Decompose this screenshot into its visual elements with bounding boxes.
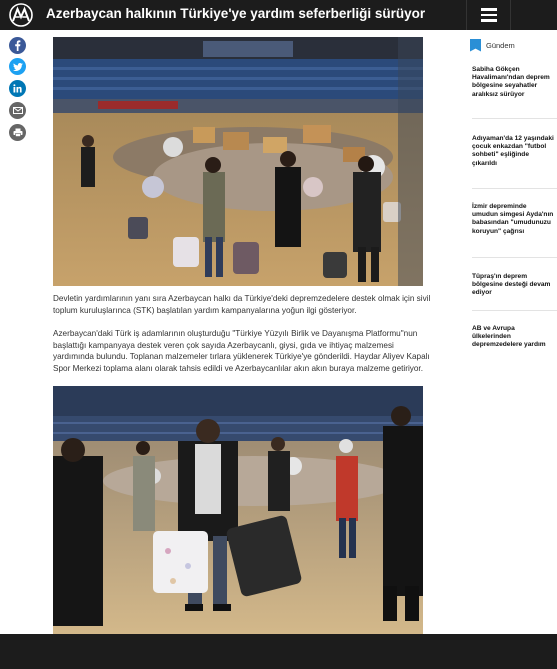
hamburger-menu-icon[interactable]: [466, 0, 510, 30]
bottom-bar: [0, 634, 557, 669]
divider: [472, 310, 557, 311]
sidebar-news-item[interactable]: İzmir depreminde umudun simgesi Ayda'nın babasından "umudunuzu koruyun" çağrısı: [472, 203, 554, 235]
divider: [472, 188, 557, 189]
linkedin-icon[interactable]: [9, 80, 26, 97]
article-photo-donation-hall: [53, 37, 423, 286]
bookmark-flag-icon: [470, 39, 481, 52]
top-navigation-bar: [0, 0, 557, 30]
sidebar-news-item[interactable]: AB ve Avrupa ülkelerinden depremzedelere yardım: [472, 325, 546, 349]
printer-icon[interactable]: [9, 124, 26, 141]
twitter-icon[interactable]: [9, 58, 26, 75]
article-paragraph-2: Azerbaycan'daki Türk iş adamlarının oluşturduğu "Türkiye Yüzyılı Birlik ve Dayanışma Platformu"nun başlattığı kampanyaya destek veren çok sayıda Azerbaycanlı, giysi, gıda ve ihtiyaç malzemesi yardımında bulundu. Toplanan malzemeler tırlara yüklenerek Türkiye'ye gönderildi. Haydar Aliyev Kapalı Spor Merkezi toplama alanı olarak tahsis edildi ve Azerbaycanlılar akın akın buraya malzeme getiriyor.: [53, 329, 430, 373]
sidebar-news-item[interactable]: Tüpraş'ın deprem bölgesine desteği devam ediyor: [472, 273, 551, 297]
anadolu-agency-logo-icon[interactable]: [6, 3, 36, 27]
sidebar-heading-label: Gündem: [486, 40, 515, 50]
sidebar-gundem: [470, 38, 557, 52]
sidebar-heading: [470, 38, 557, 52]
envelope-icon[interactable]: [9, 102, 26, 119]
facebook-icon[interactable]: [9, 37, 26, 54]
page-title: Azerbaycan halkının Türkiye'ye yardım seferberliği sürüyor: [46, 6, 426, 21]
topbar-spacer: [510, 0, 557, 30]
divider: [472, 257, 557, 258]
sidebar-news-item[interactable]: Adıyaman'da 12 yaşındaki çocuk enkazdan "futbol sohbeti" eşliğinde çıkarıldı: [472, 135, 554, 167]
article-paragraph-1: Devletin yardımlarının yanı sıra Azerbaycan halkı da Türkiye'deki depremzedelere destek olmak için sivil toplum kuruluşlarınca (STK) başlatılan yardım kampanyalarına yoğun ilgi gösteriyor.: [53, 294, 431, 315]
article-photo-volunteers: [53, 386, 423, 634]
sidebar-news-item[interactable]: Sabiha Gökçen Havalimanı'ndan deprem bölgesine seyahatler aralıksız sürüyor: [472, 66, 550, 98]
divider: [472, 118, 557, 119]
